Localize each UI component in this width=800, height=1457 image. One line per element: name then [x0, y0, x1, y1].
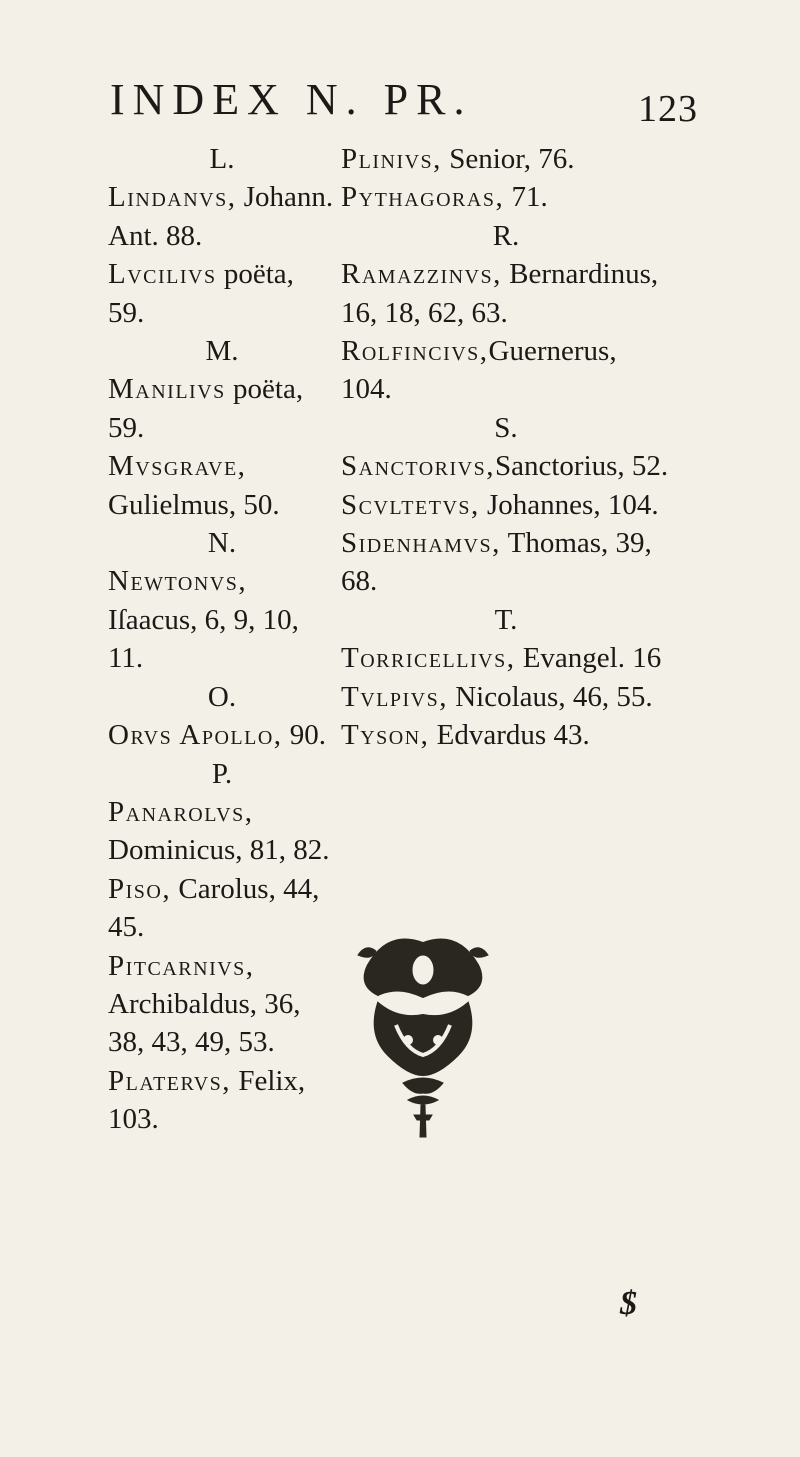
- index-entry: [341, 524, 671, 601]
- entry-references: Archibaldus, 36, 38, 43, 49, 53.: [108, 987, 301, 1059]
- entry-references: poëta, 59.: [108, 258, 294, 329]
- entry-references: Senior, 76.: [441, 143, 575, 175]
- index-entry: [341, 639, 671, 677]
- section-letter: N.: [207, 527, 237, 560]
- index-entry: [341, 178, 671, 216]
- index-entry: [108, 562, 336, 677]
- entry-name: Pitcarnivs,: [108, 949, 255, 982]
- section-letter: L.: [209, 143, 235, 175]
- entry-references: Evangel. 16: [515, 642, 662, 675]
- entry-references: Guernerus, 104.: [341, 335, 617, 406]
- index-column-right: [341, 140, 671, 755]
- section-letter: T.: [494, 603, 518, 636]
- entry-name: Torricellivs,: [341, 642, 516, 675]
- index-entry: [341, 140, 671, 178]
- entry-name: Piso,: [108, 872, 172, 905]
- index-entry: [108, 947, 336, 1062]
- entry-references: Johannes, 104.: [479, 488, 659, 521]
- index-entry: [108, 793, 336, 870]
- entry-name: Lindanvs,: [108, 181, 237, 214]
- entry-name: Orvs Apollo,: [108, 719, 283, 752]
- index-entry: [341, 332, 671, 409]
- index-entry: [341, 255, 671, 332]
- entry-references: Gulielmus, 50.: [108, 488, 280, 521]
- index-entry: [108, 870, 336, 947]
- entry-name: Manilivs: [108, 373, 226, 406]
- section-letter: M.: [205, 335, 239, 368]
- entry-references: Carolus, 44, 45.: [108, 872, 320, 944]
- index-entry: [108, 716, 336, 754]
- entry-references: 90.: [282, 719, 327, 752]
- section-letter: S.: [494, 411, 518, 444]
- index-entry: [341, 447, 671, 485]
- index-entry: [341, 486, 671, 524]
- entry-name: Ramazzinvs,: [341, 258, 502, 291]
- entry-references: Dominicus, 81, 82.: [108, 834, 330, 867]
- entry-name: Mvsgrave,: [108, 450, 247, 483]
- floral-vignette-icon: [348, 925, 498, 1140]
- entry-name: Newtonvs,: [108, 565, 248, 598]
- entry-references: 71.: [504, 181, 548, 214]
- index-entry: [108, 447, 336, 524]
- entry-references: Felix, 103.: [108, 1064, 306, 1136]
- entry-name: Plinivs,: [341, 143, 442, 175]
- entry-name: Sanctorivs,: [341, 450, 495, 483]
- section-letter: R.: [492, 219, 520, 252]
- page-number: 123: [638, 88, 698, 130]
- entry-references: poëta, 59.: [108, 373, 304, 444]
- index-column-left: [108, 140, 336, 1139]
- entry-references: Nicolaus, 46, 55.: [447, 680, 653, 713]
- section-letter: O.: [207, 680, 237, 713]
- entry-references: Johann. Ant. 88.: [108, 181, 334, 252]
- page-title: INDEX N. PR.: [110, 75, 473, 124]
- index-entry: [108, 1062, 336, 1139]
- entry-name: Tvlpivs,: [341, 680, 448, 713]
- entry-references: Sanctorius, 52.: [494, 450, 669, 483]
- index-entry: [108, 255, 336, 332]
- entry-name: Lvcilivs: [108, 258, 217, 291]
- entry-references: Bernardinus, 16, 18, 62, 63.: [341, 258, 659, 329]
- entry-name: Platervs,: [108, 1064, 232, 1097]
- entry-references: Iſaacus, 6, 9, 10, 11.: [108, 603, 299, 675]
- index-entry: [108, 370, 336, 447]
- index-entry: [108, 178, 336, 255]
- entry-references: Thomas, 39, 68.: [341, 527, 652, 598]
- entry-references: Edvardus 43.: [429, 719, 590, 752]
- entry-name: Sidenhamvs,: [341, 527, 501, 560]
- index-entry: [341, 678, 671, 716]
- entry-name: Scvltetvs,: [341, 488, 480, 521]
- index-entry: [341, 716, 671, 754]
- section-letter: P.: [211, 757, 233, 790]
- entry-name: Tyson,: [341, 719, 430, 752]
- entry-name: Panarolvs,: [108, 795, 254, 828]
- entry-name: Rolfincivs,: [341, 335, 489, 368]
- entry-name: Pythagoras,: [341, 181, 505, 214]
- signature-mark: $: [620, 1285, 637, 1322]
- page-header: [110, 75, 698, 130]
